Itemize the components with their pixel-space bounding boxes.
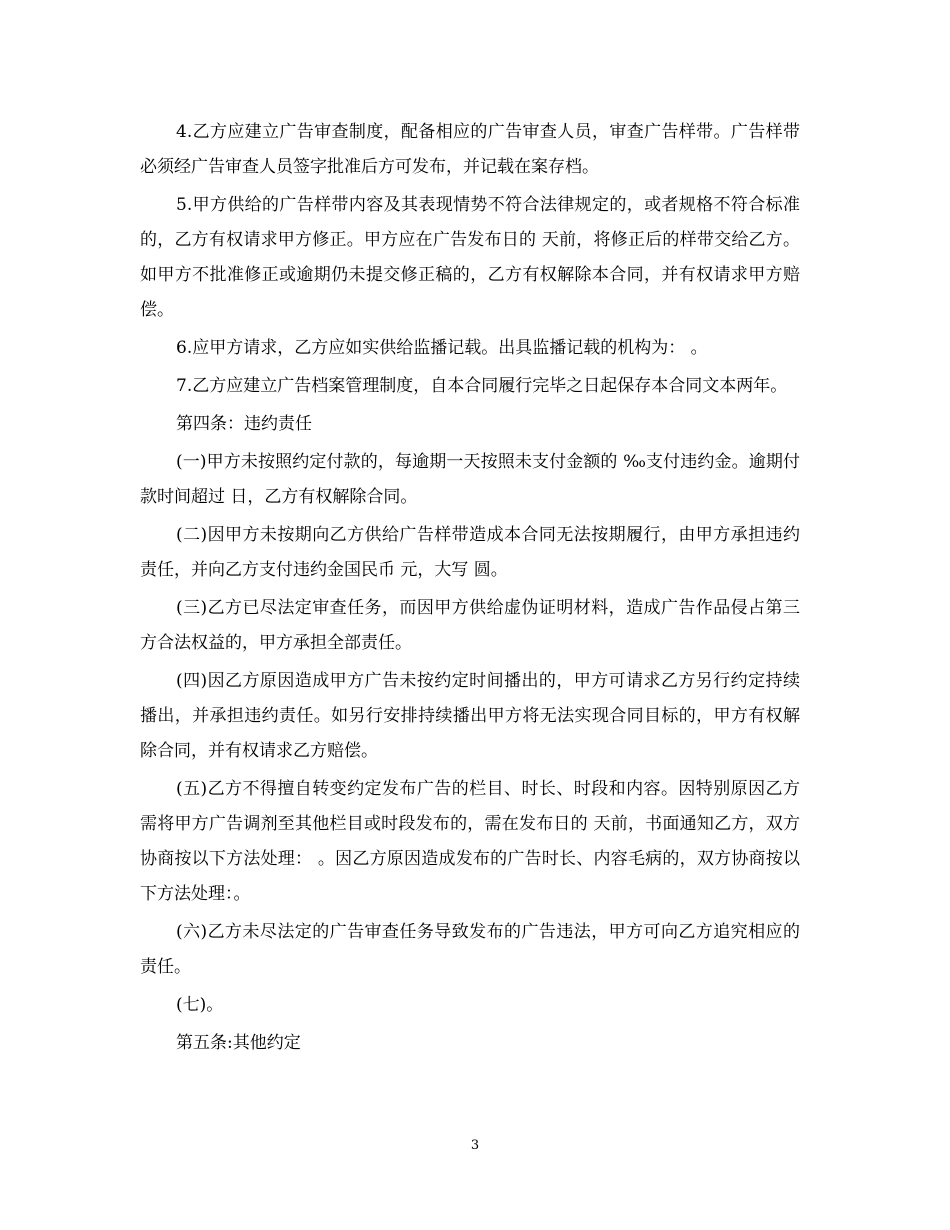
clause-paragraph: (四)因乙方原因造成甲方广告未按约定时间播出的，甲方可请求乙方另行约定持续播出，并承担违约责任。如另行安排持续播出甲方将无法实现合同目标的，甲方有权解除合同，并有权请求乙方赔偿。 [140, 671, 800, 761]
clause-paragraph: (一)甲方未按照约定付款的，每逾期一天按照未支付金额的 ‰支付违约金。逾期付款时间超过 日，乙方有权解除合同。 [140, 452, 800, 507]
clause-paragraph: (二)因甲方未按期向乙方供给广告样带造成本合同无法按期履行，由甲方承担违约责任，并向乙方支付违约金国民币 元，大写 圆。 [140, 525, 800, 580]
section-heading: 第五条:其他约定 [176, 1033, 301, 1053]
page-number: 3 [470, 1138, 480, 1153]
clause-paragraph: (七)。 [176, 995, 224, 1015]
clause-paragraph: (六)乙方未尽法定的广告审查任务导致发布的广告违法，甲方可向乙方追究相应的责任。 [140, 922, 800, 977]
clause-paragraph: (五)乙方不得擅自转变约定发布广告的栏目、时长、时段和内容。因特别原因乙方需将甲方广告调剂至其他栏目或时段发布的，需在发布日的 天前，书面通知乙方，双方协商按以下方法处理： 。因乙方原因造成发布的广告时长、内容毛病的，双方协商按以下方法处理：。 [140, 779, 800, 904]
clause-paragraph: 4.乙方应建立广告审查制度，配备相应的广告审查人员，审查广告样带。广告样带必须经广告审查人员签字批准后方可发布，并记载在案存档。 [140, 122, 800, 177]
clause-paragraph: 5.甲方供给的广告样带内容及其表现情势不符合法律规定的，或者规格不符合标准的，乙方有权请求甲方修正。甲方应在广告发布日的 天前，将修正后的样带交给乙方。如甲方不批准修正或逾期仍未提交修正稿的，乙方有权解除本合同，并有权请求甲方赔偿。 [140, 195, 800, 320]
clause-paragraph: 6.应甲方请求，乙方应如实供给监播记载。出具监播记载的机构为： 。 [176, 338, 708, 358]
clause-paragraph: (三)乙方已尽法定审查任务，而因甲方供给虚伪证明材料，造成广告作品侵占第三方合法权益的，甲方承担全部责任。 [140, 598, 800, 653]
clause-paragraph: 7.乙方应建立广告档案管理制度，自本合同履行完毕之日起保存本合同文本两年。 [176, 376, 788, 396]
document-body [140, 115, 800, 1064]
section-heading: 第四条：违约责任 [176, 414, 312, 434]
